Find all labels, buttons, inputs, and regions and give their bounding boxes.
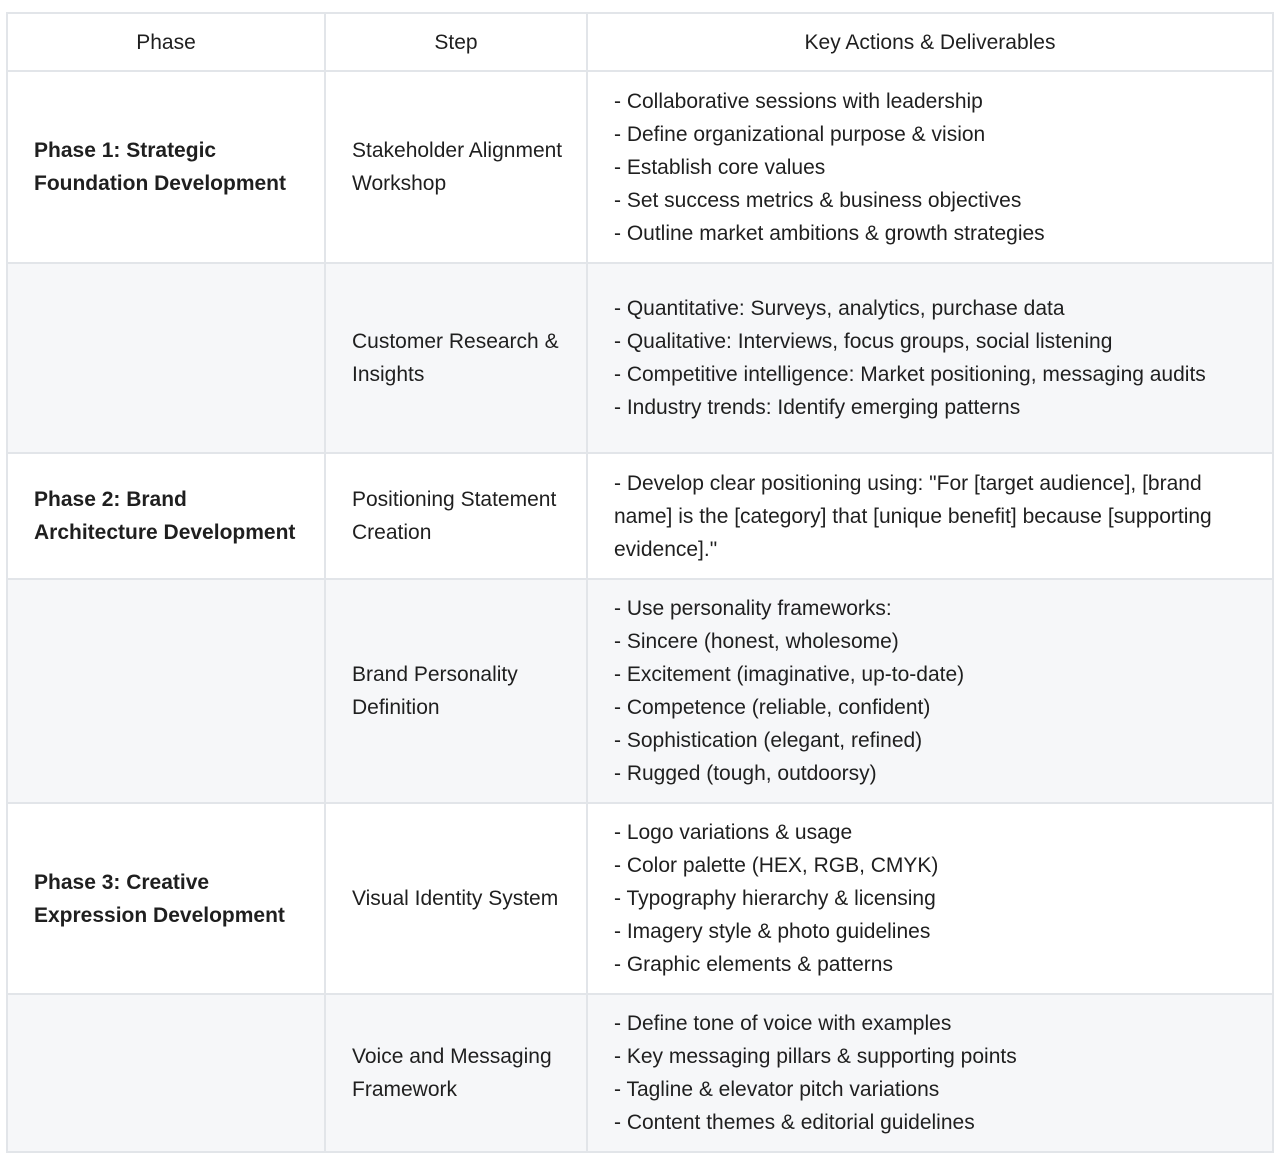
action-item: - Content themes & editorial guidelines [614, 1111, 975, 1134]
action-item: - Sincere (honest, wholesome) [614, 630, 899, 653]
header-row [7, 13, 1273, 71]
table-row [7, 994, 1273, 1152]
actions-cell [587, 994, 1273, 1152]
action-item: - Quantitative: Surveys, analytics, purchase data [614, 297, 1065, 320]
action-item: - Qualitative: Interviews, focus groups, social listening [614, 330, 1113, 353]
action-item: - Define tone of voice with examples [614, 1012, 952, 1035]
action-item: - Industry trends: Identify emerging patterns [614, 396, 1021, 419]
step-cell: Visual Identity System [325, 803, 587, 994]
table-row [7, 263, 1273, 453]
action-item: - Competitive intelligence: Market positioning, messaging audits [614, 363, 1206, 386]
table-row [7, 453, 1273, 579]
actions-cell [587, 453, 1273, 579]
step-cell: Positioning Statement Creation [325, 453, 587, 579]
action-item: - Color palette (HEX, RGB, CMYK) [614, 854, 939, 877]
action-item: - Typography hierarchy & licensing [614, 887, 936, 910]
table-row [7, 803, 1273, 994]
phase-cell: Phase 2: Brand Architecture Development [7, 453, 325, 579]
action-item: - Logo variations & usage [614, 821, 853, 844]
action-item: - Set success metrics & business objectives [614, 188, 1022, 212]
phase-cell: Phase 1: Strategic Foundation Development [7, 71, 325, 263]
step-cell: Customer Research & Insights [325, 263, 587, 453]
phase-cell [7, 579, 325, 803]
brand-process-table [6, 12, 1274, 1153]
action-item: - Collaborative sessions with leadership [614, 89, 983, 113]
phase-cell [7, 263, 325, 453]
table-row [7, 579, 1273, 803]
actions-cell [587, 71, 1273, 263]
step-cell: Voice and Messaging Framework [325, 994, 587, 1152]
actions-cell [587, 263, 1273, 453]
action-item: - Imagery style & photo guidelines [614, 920, 931, 943]
step-cell: Stakeholder Alignment Workshop [325, 71, 587, 263]
action-item: - Competence (reliable, confident) [614, 696, 931, 719]
action-item: - Rugged (tough, outdoorsy) [614, 762, 877, 785]
action-item: - Define organizational purpose & vision [614, 122, 986, 146]
header-actions: Key Actions & Deliverables [587, 13, 1273, 71]
header-step: Step [325, 13, 587, 71]
action-item: - Sophistication (elegant, refined) [614, 729, 923, 752]
step-cell: Brand Personality Definition [325, 579, 587, 803]
action-item: - Excitement (imaginative, up-to-date) [614, 663, 965, 686]
action-item: - Key messaging pillars & supporting points [614, 1045, 1017, 1068]
table-row [7, 71, 1273, 263]
action-item: - Outline market ambitions & growth strategies [614, 221, 1045, 245]
header-phase: Phase [7, 13, 325, 71]
actions-cell [587, 803, 1273, 994]
action-item: - Establish core values [614, 155, 826, 179]
action-item: - Graphic elements & patterns [614, 953, 893, 976]
phase-cell [7, 994, 325, 1152]
action-item: - Tagline & elevator pitch variations [614, 1078, 940, 1101]
action-item: - Use personality frameworks: [614, 597, 892, 620]
actions-cell [587, 579, 1273, 803]
action-item: - Develop clear positioning using: "For [target audience], [brand name] is the [category] that [unique benefit] because [supporting evidence]." [614, 471, 1212, 561]
phase-cell: Phase 3: Creative Expression Development [7, 803, 325, 994]
